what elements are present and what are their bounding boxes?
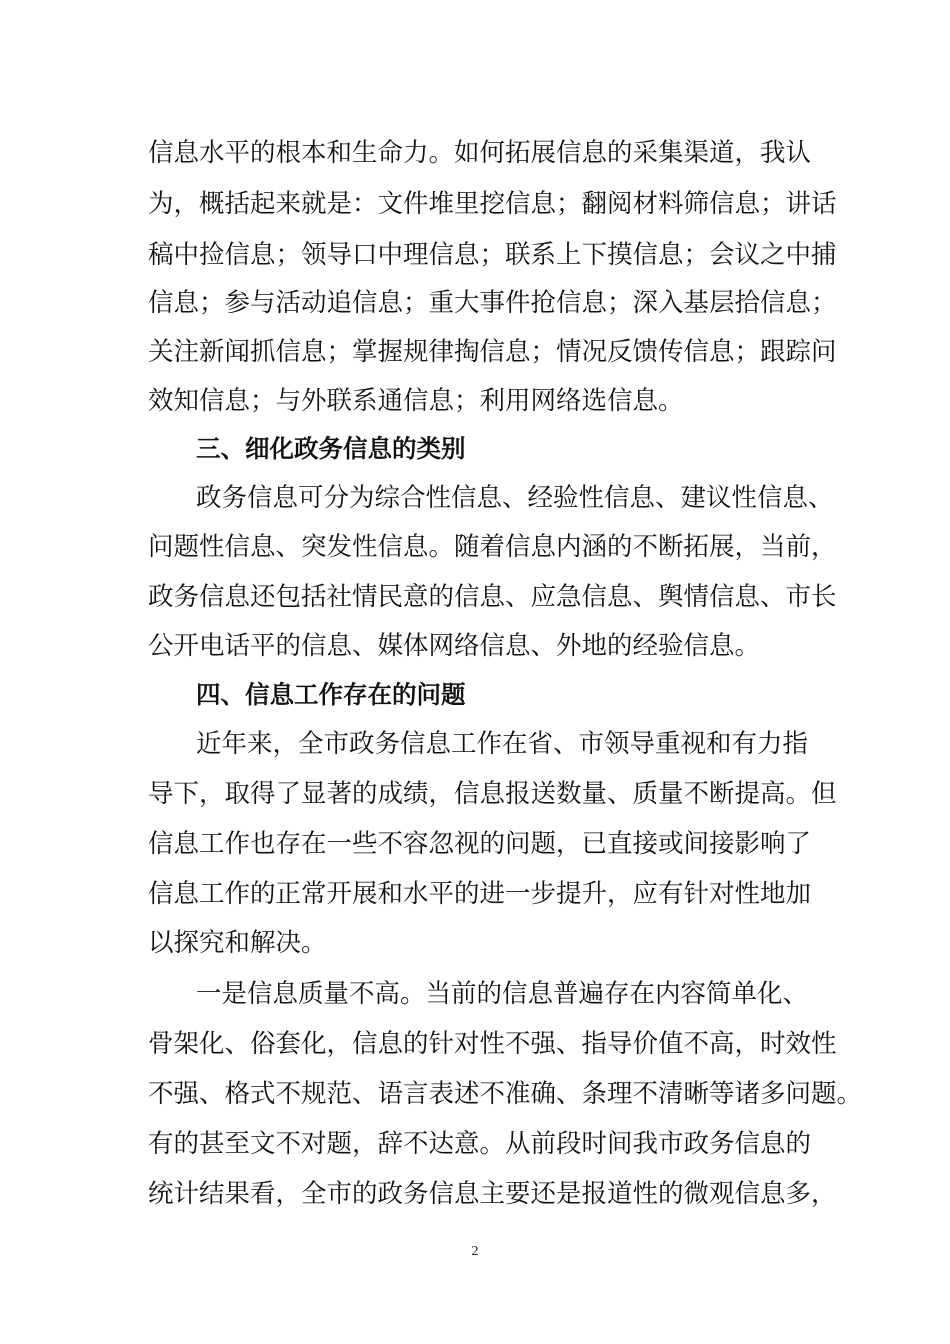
text-line: 问题性信息、突发性信息。随着信息内涵的不断拓展，当前， — [148, 532, 837, 562]
text-line: 不强、格式不规范、语言表述不准确、条理不清晰等诸多问题。 — [148, 1079, 863, 1109]
text-line: 公开电话平的信息、媒体网络信息、外地的经验信息。 — [148, 631, 761, 661]
text-line: 有的甚至文不对题，辞不达意。从前段时间我市政务信息的 — [148, 1129, 812, 1159]
text-line: 关注新闻抓信息；掌握规律掏信息；情况反馈传信息；跟踪问 — [148, 337, 837, 367]
text-line: 信息工作的正常开展和水平的进一步提升，应有针对性地加 — [148, 879, 812, 909]
text-line: 信息水平的根本和生命力。如何拓展信息的采集渠道，我认 — [148, 138, 812, 168]
text-line: 政务信息还包括社情民意的信息、应急信息、舆情信息、市长 — [148, 582, 837, 612]
section-heading: 三、细化政务信息的类别 — [196, 434, 466, 463]
paragraph-first-line: 一是信息质量不高。当前的信息普遍存在内容简单化、 — [196, 979, 809, 1009]
text-line: 统计结果看，全市的政务信息主要还是报道性的微观信息多， — [148, 1179, 837, 1209]
text-line: 导下，取得了显著的成绩，信息报送数量、质量不断提高。但 — [148, 779, 837, 809]
text-line: 为，概括起来就是：文件堆里挖信息；翻阅材料筛信息；讲话 — [148, 189, 837, 219]
section-heading: 四、信息工作存在的问题 — [196, 680, 466, 709]
text-line: 效知信息；与外联系通信息；利用网络选信息。 — [148, 386, 684, 416]
text-line: 以探究和解决。 — [148, 928, 327, 958]
text-line: 信息工作也存在一些不容忽视的问题，已直接或间接影响了 — [148, 829, 812, 859]
text-line: 稿中捡信息；领导口中理信息；联系上下摸信息；会议之中捕 — [148, 240, 837, 270]
paragraph-first-line: 近年来，全市政务信息工作在省、市领导重视和有力指 — [196, 729, 809, 759]
paragraph-first-line: 政务信息可分为综合性信息、经验性信息、建议性信息、 — [196, 483, 834, 513]
text-line: 信息；参与活动追信息；重大事件抢信息；深入基层拾信息； — [148, 288, 837, 318]
text-line: 骨架化、俗套化，信息的针对性不强、指导价值不高，时效性 — [148, 1029, 837, 1059]
page-number: 2 — [471, 1244, 479, 1259]
